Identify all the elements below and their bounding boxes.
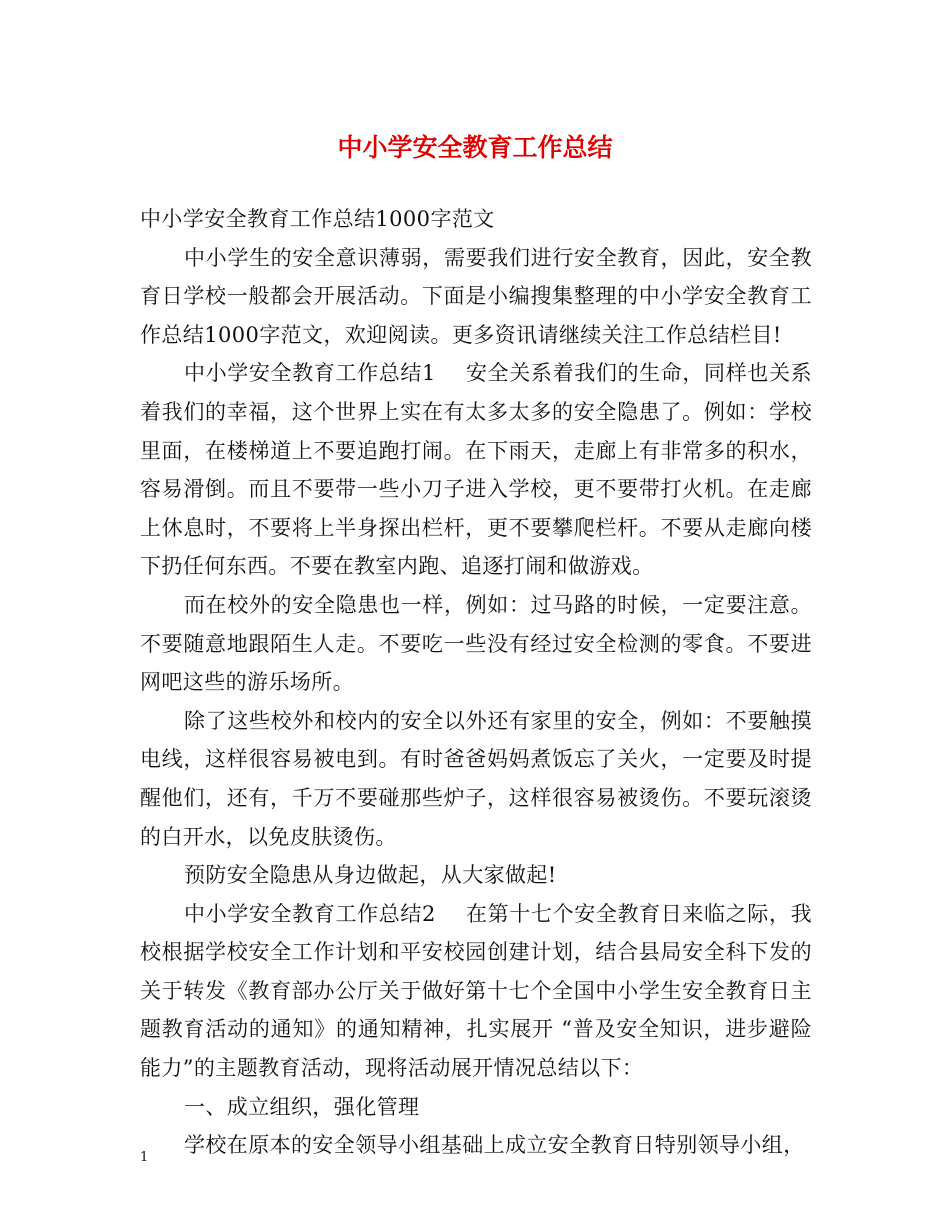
page-title: 中小学安全教育工作总结 xyxy=(337,133,613,162)
section1-paragraph-2: 而在校外的安全隐患也一样，例如：过马路的时候，一定要注意。不要随意地跟陌生人走。不要吃一些没有经过安全检测的零食。不要进网吧这些的游乐场所。 xyxy=(140,592,812,695)
section1-paragraph-3: 除了这些校外和校内的安全以外还有家里的安全，例如：不要触摸电线，这样很容易被电到。有时爸爸妈妈煮饭忘了关火，一定要及时提醒他们，还有，千万不要碰那些炉子，这样很容易被烫伤。不要玩滚烫的白开水，以免皮肤烫伤。 xyxy=(140,708,812,849)
section1-text: 安全关系着我们的生命，同样也关系着我们的幸福，这个世界上实在有太多太多的安全隐患了。例如：学校里面，在楼梯道上不要追跑打闹。在下雨天，走廊上有非常多的积水，容易滑倒。而且不要带一些小刀子进入学校，更不要带打火机。在走廊上休息时，不要将上半身探出栏杆，更不要攀爬栏杆。不要从走廊向楼下扔任何东西。不要在教室内跑、追逐打闹和做游戏。 xyxy=(140,361,812,579)
section2-item-1: 一、成立组织，强化管理 xyxy=(184,1094,420,1119)
section1-heading: 中小学安全教育工作总结1 xyxy=(184,361,436,386)
section2-heading: 中小学安全教育工作总结2 xyxy=(184,901,436,926)
section1-paragraph-4: 预防安全隐患从身边做起，从大家做起! xyxy=(184,863,557,888)
intro-paragraph: 中小学生的安全意识薄弱，需要我们进行安全教育，因此，安全教育日学校一般都会开展活动。下面是小编搜集整理的中小学安全教育工作总结1000字范文，欢迎阅读。更多资讯请继续关注工作总结栏目! xyxy=(140,245,812,347)
section2-text: 在第十七个安全教育日来临之际，我校根据学校安全工作计划和平安校园创建计划，结合县局安全科下发的关于转发《教育部办公厅关于做好第十七个全国中小学生安全教育日主题教育活动的通知》的通知精神，扎实展开 “普及安全知识，进步避险能力”的主题教育活动，现将活动展开情况总结以下： xyxy=(140,901,812,1081)
document-body xyxy=(140,200,812,1165)
subtitle: 中小学安全教育工作总结1000字范文 xyxy=(140,207,495,231)
section2-paragraph xyxy=(140,895,812,1088)
page-number: 1 xyxy=(140,1150,149,1165)
section2-paragraph-2: 学校在原本的安全领导小组基础上成立安全教育日特别领导小组， xyxy=(184,1133,805,1158)
section1-paragraph xyxy=(140,354,812,586)
